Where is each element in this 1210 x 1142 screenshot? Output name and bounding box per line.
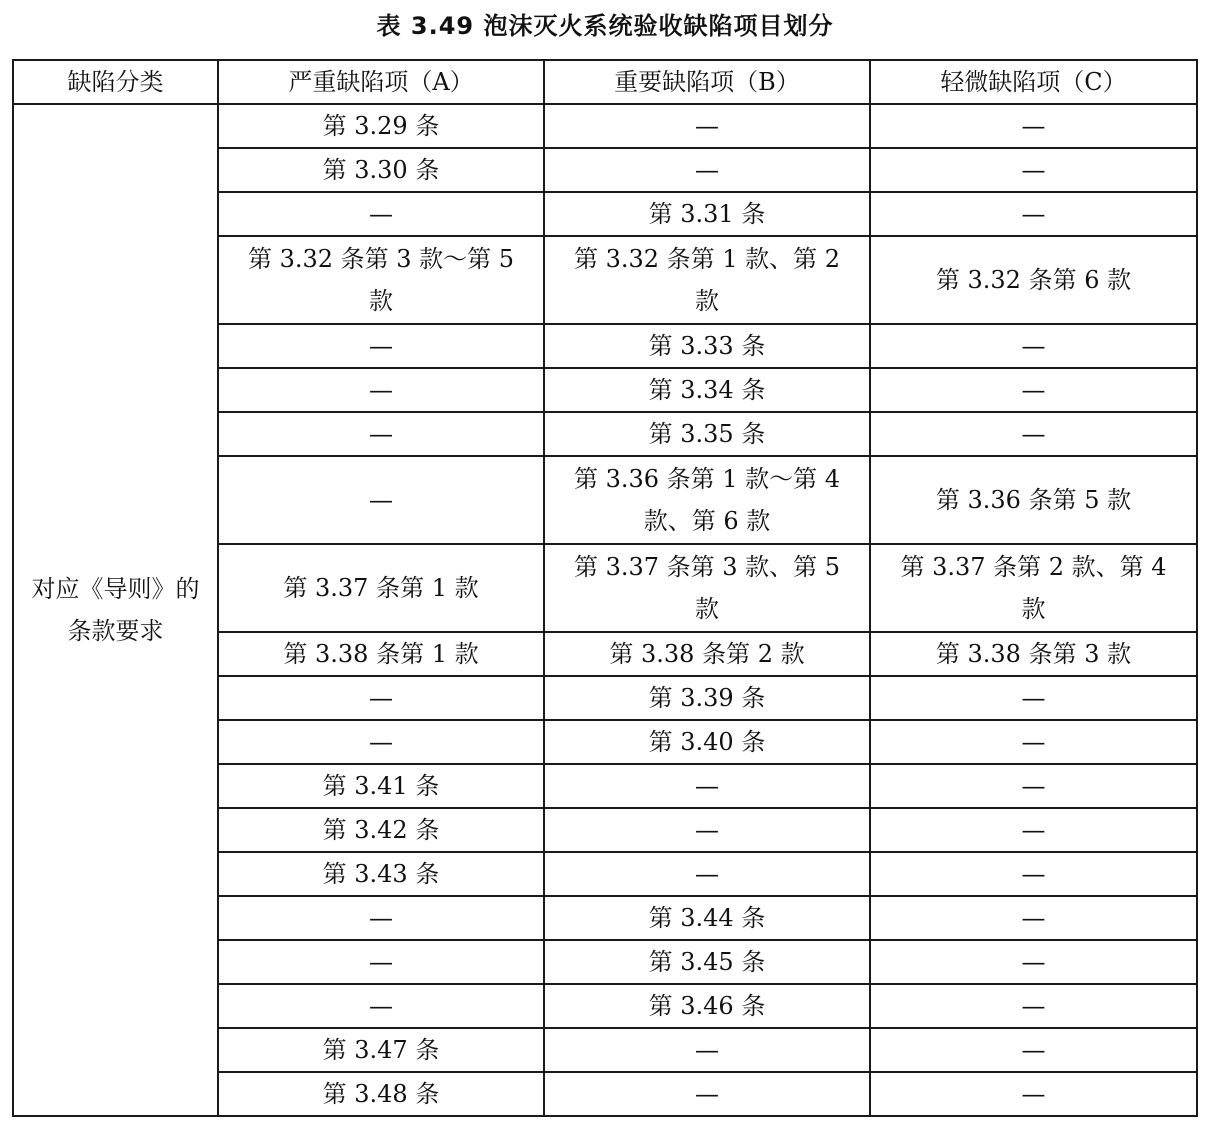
cell-c: — (870, 808, 1197, 852)
header-major-defects: 重要缺陷项（B） (544, 60, 870, 104)
cell-a: 第 3.48 条 (218, 1072, 544, 1116)
cell-b: — (544, 148, 870, 192)
cell-c: — (870, 412, 1197, 456)
cell-a: — (218, 984, 544, 1028)
table-caption: 表 3.49 泡沫灭火系统验收缺陷项目划分 (376, 12, 834, 40)
header-defect-category: 缺陷分类 (13, 60, 218, 104)
cell-c: — (870, 324, 1197, 368)
cell-c: — (870, 192, 1197, 236)
cell-c: — (870, 676, 1197, 720)
cell-a: — (218, 456, 544, 544)
cell-a: — (218, 192, 544, 236)
cell-a: 第 3.38 条第 1 款 (218, 632, 544, 676)
cell-b: — (544, 808, 870, 852)
cell-c: 第 3.32 条第 6 款 (870, 236, 1197, 324)
cell-b: 第 3.35 条 (544, 412, 870, 456)
cell-c: — (870, 764, 1197, 808)
cell-b: 第 3.34 条 (544, 368, 870, 412)
table-header-row (13, 60, 1197, 104)
cell-c: 第 3.37 条第 2 款、第 4 款 (870, 544, 1197, 632)
cell-b: 第 3.37 条第 3 款、第 5 款 (544, 544, 870, 632)
cell-a: — (218, 896, 544, 940)
table-body (13, 104, 1197, 1116)
cell-b: — (544, 852, 870, 896)
cell-a: — (218, 940, 544, 984)
cell-a: — (218, 720, 544, 764)
cell-a: — (218, 412, 544, 456)
cell-c: — (870, 368, 1197, 412)
cell-b: 第 3.44 条 (544, 896, 870, 940)
cell-b: 第 3.40 条 (544, 720, 870, 764)
cell-c: — (870, 1072, 1197, 1116)
cell-a: 第 3.47 条 (218, 1028, 544, 1072)
cell-a: — (218, 368, 544, 412)
defect-classification-table (12, 59, 1198, 1117)
cell-b: 第 3.38 条第 2 款 (544, 632, 870, 676)
cell-a: 第 3.29 条 (218, 104, 544, 148)
category-cell: 对应《导则》的条款要求 (13, 104, 218, 1116)
cell-c: 第 3.36 条第 5 款 (870, 456, 1197, 544)
cell-c: — (870, 148, 1197, 192)
cell-c: — (870, 940, 1197, 984)
cell-c: — (870, 896, 1197, 940)
cell-a: — (218, 676, 544, 720)
cell-b: 第 3.46 条 (544, 984, 870, 1028)
table-row (13, 104, 1197, 148)
cell-b: — (544, 1028, 870, 1072)
cell-b: — (544, 764, 870, 808)
cell-b: 第 3.32 条第 1 款、第 2 款 (544, 236, 870, 324)
cell-c: — (870, 104, 1197, 148)
cell-b: — (544, 104, 870, 148)
cell-b: 第 3.39 条 (544, 676, 870, 720)
cell-c: — (870, 852, 1197, 896)
cell-a: 第 3.32 条第 3 款～第 5 款 (218, 236, 544, 324)
cell-a: 第 3.37 条第 1 款 (218, 544, 544, 632)
cell-a: — (218, 324, 544, 368)
cell-c: — (870, 984, 1197, 1028)
header-minor-defects: 轻微缺陷项（C） (870, 60, 1197, 104)
cell-c: 第 3.38 条第 3 款 (870, 632, 1197, 676)
cell-c: — (870, 720, 1197, 764)
cell-b: 第 3.31 条 (544, 192, 870, 236)
cell-a: 第 3.30 条 (218, 148, 544, 192)
cell-a: 第 3.42 条 (218, 808, 544, 852)
cell-a: 第 3.43 条 (218, 852, 544, 896)
cell-b: 第 3.45 条 (544, 940, 870, 984)
cell-b: 第 3.33 条 (544, 324, 870, 368)
cell-b: — (544, 1072, 870, 1116)
cell-b: 第 3.36 条第 1 款～第 4 款、第 6 款 (544, 456, 870, 544)
cell-c: — (870, 1028, 1197, 1072)
cell-a: 第 3.41 条 (218, 764, 544, 808)
header-critical-defects: 严重缺陷项（A） (218, 60, 544, 104)
